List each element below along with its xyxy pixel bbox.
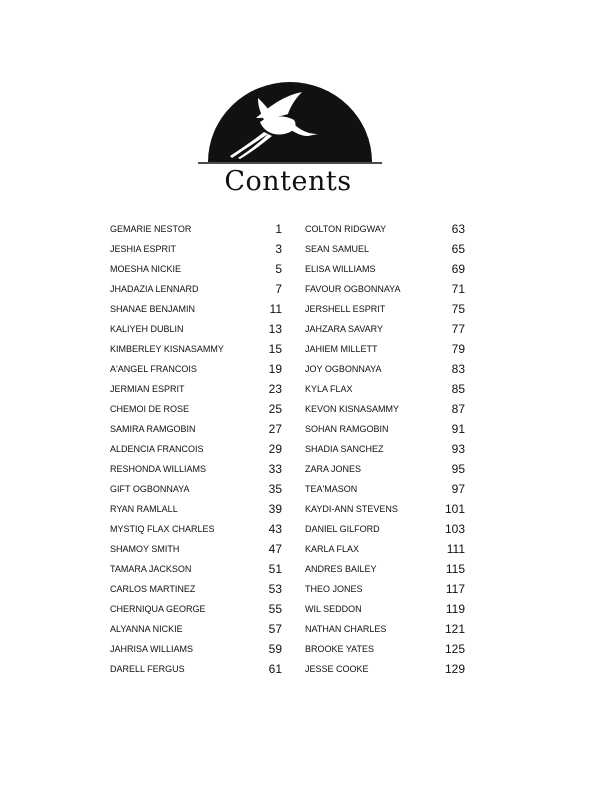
entry-page: 69 — [451, 262, 465, 276]
entry-page: 63 — [451, 222, 465, 236]
toc-entry[interactable] — [110, 279, 282, 299]
entry-page: 1 — [275, 222, 282, 236]
entry-page: 23 — [268, 382, 282, 396]
toc-entry[interactable] — [110, 499, 282, 519]
entry-page: 95 — [451, 462, 465, 476]
entry-name: SOHAN RAMGOBIN — [305, 424, 389, 434]
entry-page: 15 — [268, 342, 282, 356]
entry-name: ALYANNA NICKIE — [110, 624, 183, 634]
toc-entry[interactable] — [110, 579, 282, 599]
entry-name: RESHONDA WILLIAMS — [110, 464, 207, 474]
toc-entry[interactable] — [305, 339, 465, 359]
entry-name: SHADIA SANCHEZ — [305, 444, 384, 454]
entry-name: GIFT OGBONNAYA — [110, 484, 190, 494]
entry-name: SEAN SAMUEL — [305, 244, 370, 254]
entry-page: 119 — [445, 602, 465, 616]
entry-page: 111 — [446, 542, 465, 556]
entry-name: JHADAZIA LENNARD — [110, 284, 199, 294]
entry-page: 55 — [268, 602, 282, 616]
entry-page: 59 — [268, 642, 282, 656]
toc-entry[interactable] — [110, 339, 282, 359]
toc-entry[interactable] — [305, 599, 465, 619]
toc-entry[interactable] — [110, 319, 282, 339]
entry-page: 129 — [444, 662, 465, 676]
entry-name: A'ANGEL FRANCOIS — [110, 364, 197, 374]
entry-page: 117 — [445, 582, 465, 596]
entry-name: JESHIA ESPRIT — [110, 244, 177, 254]
toc-entry[interactable] — [305, 559, 465, 579]
entry-name: KAYDI-ANN STEVENS — [305, 504, 398, 514]
toc-entry[interactable] — [110, 259, 282, 279]
entry-name: RYAN RAMLALL — [110, 504, 178, 514]
toc-entry[interactable] — [305, 539, 465, 559]
heron-sunset-icon — [198, 82, 382, 166]
entry-page: 25 — [268, 402, 282, 416]
contents-right-column — [305, 219, 465, 679]
entry-name: DARELL FERGUS — [110, 664, 185, 674]
toc-entry[interactable] — [305, 219, 465, 239]
toc-entry[interactable] — [110, 299, 282, 319]
entry-page: 5 — [275, 262, 282, 276]
entry-name: MYSTIQ FLAX CHARLES — [110, 524, 215, 534]
toc-entry[interactable] — [110, 399, 282, 419]
toc-entry[interactable] — [110, 479, 282, 499]
entry-name: KIMBERLEY KISNASAMMY — [110, 344, 224, 354]
entry-page: 33 — [268, 462, 282, 476]
entry-name: KEVON KISNASAMMY — [305, 404, 400, 414]
toc-entry[interactable] — [305, 619, 465, 639]
entry-page: 35 — [268, 482, 282, 496]
entry-page: 101 — [444, 502, 465, 516]
toc-entry[interactable] — [110, 439, 282, 459]
entry-page: 71 — [451, 282, 465, 296]
toc-entry[interactable] — [110, 619, 282, 639]
entry-page: 3 — [275, 242, 282, 256]
entry-name: JESSE COOKE — [305, 664, 369, 674]
entry-page: 29 — [268, 442, 282, 456]
entry-name: CARLOS MARTINEZ — [110, 584, 196, 594]
entry-name: DANIEL GILFORD — [305, 524, 380, 534]
entry-page: 91 — [451, 422, 465, 436]
entry-page: 39 — [268, 502, 282, 516]
entry-name: TAMARA JACKSON — [110, 564, 192, 574]
toc-entry[interactable] — [110, 459, 282, 479]
toc-entry[interactable] — [305, 579, 465, 599]
toc-entry[interactable] — [305, 319, 465, 339]
entry-page: 93 — [451, 442, 465, 456]
entry-page: 79 — [451, 342, 465, 356]
toc-entry[interactable] — [110, 539, 282, 559]
toc-entry[interactable] — [110, 659, 282, 679]
toc-entry[interactable] — [305, 639, 465, 659]
toc-entry[interactable] — [305, 439, 465, 459]
page-title: Contents — [224, 166, 352, 197]
toc-entry[interactable] — [110, 599, 282, 619]
entry-name: BROOKE YATES — [305, 644, 375, 654]
entry-page: 121 — [444, 622, 465, 636]
entry-page: 61 — [268, 662, 282, 676]
entry-page: 7 — [275, 282, 282, 296]
entry-page: 65 — [451, 242, 465, 256]
entry-name: JAHZARA SAVARY — [305, 324, 384, 334]
entry-page: 75 — [451, 302, 465, 316]
entry-name: GEMARIE NESTOR — [110, 224, 192, 234]
toc-entry[interactable] — [305, 399, 465, 419]
entry-page: 53 — [268, 582, 282, 596]
contents-left-column — [110, 219, 282, 679]
entry-name: FAVOUR OGBONNAYA — [305, 284, 401, 294]
entry-page: 85 — [451, 382, 465, 396]
entry-page: 11 — [269, 302, 282, 316]
toc-entry[interactable] — [110, 559, 282, 579]
entry-page: 87 — [451, 402, 465, 416]
entry-name: CHERNIQUA GEORGE — [110, 604, 206, 614]
entry-name: CHEMOI DE ROSE — [110, 404, 190, 414]
toc-entry[interactable] — [110, 639, 282, 659]
toc-entry[interactable] — [305, 659, 465, 679]
entry-name: JOY OGBONNAYA — [305, 364, 382, 374]
entry-name: TEA'MASON — [305, 484, 358, 494]
entry-name: JAHIEM MILLETT — [305, 344, 378, 354]
entry-page: 43 — [268, 522, 282, 536]
entry-name: NATHAN CHARLES — [305, 624, 387, 634]
entry-page: 97 — [451, 482, 465, 496]
entry-name: THEO JONES — [305, 584, 363, 594]
toc-entry[interactable] — [110, 239, 282, 259]
entry-name: SAMIRA RAMGOBIN — [110, 424, 196, 434]
toc-entry[interactable] — [305, 239, 465, 259]
entry-name: JERSHELL ESPRIT — [305, 304, 386, 314]
toc-entry[interactable] — [110, 219, 282, 239]
entry-name: KARLA FLAX — [305, 544, 360, 554]
entry-name: ZARA JONES — [305, 464, 362, 474]
toc-entry[interactable] — [305, 299, 465, 319]
entry-name: SHANAE BENJAMIN — [110, 304, 196, 314]
toc-entry[interactable] — [305, 499, 465, 519]
entry-name: JAHRISA WILLIAMS — [110, 644, 194, 654]
entry-page: 125 — [444, 642, 465, 656]
toc-entry[interactable] — [305, 259, 465, 279]
toc-entry[interactable] — [110, 379, 282, 399]
toc-entry[interactable] — [305, 519, 465, 539]
entry-name: ALDENCIA FRANCOIS — [110, 444, 204, 454]
toc-entry[interactable] — [305, 419, 465, 439]
entry-name: KALIYEH DUBLIN — [110, 324, 184, 334]
entry-page: 103 — [444, 522, 465, 536]
entry-name: SHAMOY SMITH — [110, 544, 180, 554]
entry-page: 51 — [268, 562, 282, 576]
entry-page: 77 — [451, 322, 465, 336]
entry-name: ANDRES BAILEY — [305, 564, 377, 574]
toc-entry[interactable] — [305, 379, 465, 399]
toc-entry[interactable] — [305, 459, 465, 479]
toc-entry[interactable] — [110, 359, 282, 379]
entry-name: ELISA WILLIAMS — [305, 264, 376, 274]
entry-page: 83 — [451, 362, 465, 376]
entry-name: COLTON RIDGWAY — [305, 224, 387, 234]
entry-name: WIL SEDDON — [305, 604, 362, 614]
entry-name: MOESHA NICKIE — [110, 264, 182, 274]
toc-entry[interactable] — [305, 479, 465, 499]
toc-entry[interactable] — [110, 519, 282, 539]
entry-page: 57 — [268, 622, 282, 636]
entry-page: 115 — [445, 562, 465, 576]
entry-page: 27 — [268, 422, 282, 436]
entry-page: 13 — [268, 322, 282, 336]
entry-page: 47 — [268, 542, 282, 556]
entry-name: KYLA FLAX — [305, 384, 353, 394]
entry-page: 19 — [268, 362, 282, 376]
toc-entry[interactable] — [305, 279, 465, 299]
entry-name: JERMIAN ESPRIT — [110, 384, 185, 394]
toc-entry[interactable] — [110, 419, 282, 439]
toc-entry[interactable] — [305, 359, 465, 379]
